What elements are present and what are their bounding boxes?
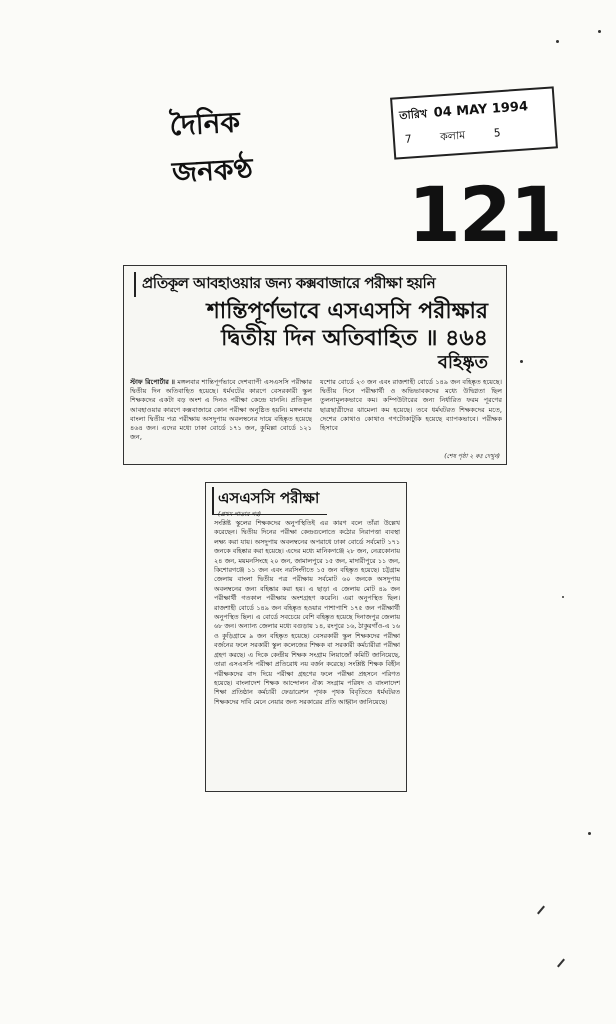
scan-speck: [556, 40, 559, 43]
continuation-subtitle: (প্রথম পাতার পর): [218, 511, 261, 518]
stamp-date-label: তারিখ: [398, 107, 428, 123]
continued-note: (শেষ পৃষ্ঠা ২ কঃ দেখুন): [444, 453, 500, 460]
stamp-column-value: 5: [493, 126, 501, 140]
scan-mark: [537, 906, 545, 915]
stamp-page-value: 7: [404, 132, 413, 146]
article-body: [130, 378, 502, 460]
continuation-kicker: এসএসসি পরীক্ষা: [212, 487, 327, 515]
article-column-1: [130, 378, 312, 460]
scan-speck: [520, 360, 523, 363]
masthead-name: দৈনিক জনকণ্ঠ: [168, 105, 254, 190]
article-column-2-text: যশোর বোর্ডে ২৩ জন এবং রাজশাহী বোর্ডে ১৪৯ জন বহিষ্কৃত হয়েছে। দ্বিতীয় দিনে পরীক্ষার্থী ও অভিভাবকদের মধ্যে উদ্বিগ্নতা ছিল তুলনামূলকভাবে কম। কম্পিউটারের জন্য নির্ধারিত ফরম পূরণের ছাত্রছাত্রীদের ঝামেলা কম হয়েছে। তবে ধর্মঘটরত শিক্ষকদের মতে, দেশের কোথাও কোথাও গণটোকাটুকি হয়েছে ব্যাপকভাবে। পরীক্ষক হিসাবে: [320, 378, 502, 433]
newspaper-masthead: [168, 96, 332, 190]
continuation-body: সংশ্লিষ্ট স্কুলের শিক্ষকদের অনুপস্থিতিই এর কারণ বলে তাঁরা উল্লেখ করেছেন। দ্বিতীয় দিনের পরীক্ষা কেন্দ্রগুলোতে কঠোর নিরাপত্তা ব্যবস্থা লক্ষ্য করা যায়। অসদুপায় অবলম্বনের অপরাধে ঢাকা বোর্ডে সর্বমোট ১৭১ জনকে বহিষ্কার করা হয়েছে। এদের মধ্যে মানিকগঞ্জে ২৮ জন, নেত্রকোনায় ২৪ জন, ময়মনসিংহে ২০ জন, জামালপুরে ১৫ জন, মাদারীপুরে ১১ জন, কিশোরগঞ্জে ১১ জন এবং নরসিংদীতে ১৫ জন বহিষ্কৃত হয়েছে। চট্টগ্রাম জেলায় বাংলা দ্বিতীয় পত্র পরীক্ষায় সর্বমোট ৬০ জনকে অসদুপায় অবলম্বনের জন্য বহিষ্কার করা হয়। এ ছাড়া এ জেলায় মোট ৪৯ জন পরীক্ষার্থী গতকাল পরীক্ষায় অংশগ্রহণ করেনি। এরা অনুপস্থিত ছিল। রাজশাহী বোর্ডে ১৪৯ জন বহিষ্কৃত হওয়ার পাশাপাশি ১৭৫ জন পরীক্ষার্থী অনুপস্থিত ছিল। এ বোর্ডে সবচেয়ে বেশি বহিষ্কৃত হয়েছে দিনাজপুর জেলায় ৬৮ জন। অন্যান্য জেলার মধ্যে বগুড়ায় ১৪, রংপুরে ১৬, ঠাকুরগাঁও-এ ১৬ ও কুড়িগ্রামে ৯ জন বহিষ্কৃত হয়েছে। বেসরকারী স্কুল শিক্ষকদের পরীক্ষা বর্জনের ফলে সরকারী স্কুল কলেজের শিক্ষক বা সরকারী কর্মচারীরা পরীক্ষা গ্রহণ করছে। এ দিকে কেন্দ্রীয় শিক্ষক সংগ্রাম লিয়াজোঁ কমিটি জানিয়েছে, তারা এসএসসি পরীক্ষা প্রতিরোধ নয় বর্জন করেছে। সংশ্লিষ্ট শিক্ষক বিহীন পরীক্ষকদের বাদ দিয়ে পরীক্ষা গ্রহণের ফলে পরীক্ষা প্রহসনে পরিণত হয়েছে। বাংলাদেশ শিক্ষক আন্দোলন ঐক্য সংগ্রাম পরিষদ ও বাংলাদেশ শিক্ষা প্রতিষ্ঠান কর্মচারী ফেডারেশন পৃথক পৃথক বিবৃতিতে ধর্মঘটরত শিক্ষকদের দাবি মেনে নেয়ার জন্য সরকারের প্রতি আহ্বান জানিয়েছে।: [214, 519, 400, 706]
headline-line-3: বহিষ্কৃত: [437, 352, 488, 373]
article-column-1-text: মঙ্গলবার শান্তিপূর্ণভাবে দেশব্যাপী এসএসসি পরীক্ষার দ্বিতীয় দিন অতিবাহিত হয়েছে। ধর্মঘটের কারণে বেসরকারী স্কুল শিক্ষকদের একটা বড় অংশ এ দিনও পরীক্ষা কেন্দ্রে যাননি। প্রতিকূল আবহাওয়ার কারণে কক্সবাজারে কোন পরীক্ষা অনুষ্ঠিত হয়নি। মঙ্গলবার বাংলা দ্বিতীয় পত্র পরীক্ষায় অসদুপায় অবলম্বনের দায়ে বহিষ্কৃত হয়েছে ৪৬৪ জন। এদের মধ্যে ঢাকা বোর্ডে ১৭১ জন, কুমিল্লা বোর্ডে ১২১ জন,: [130, 378, 312, 442]
scan-mark: [557, 959, 565, 968]
article-headline: [138, 298, 488, 374]
date-stamp: [390, 86, 558, 159]
article-continuation: [205, 482, 407, 792]
article-main: [123, 265, 507, 465]
headline-line-2: দ্বিতীয় দিন অতিবাহিত ॥ ৪৬৪: [221, 325, 488, 351]
scan-speck: [562, 596, 564, 598]
stamp-date: 04 MAY 1994: [433, 99, 529, 121]
headline-line-1: শান্তিপূর্ণভাবে এসএসসি পরীক্ষার: [206, 298, 488, 324]
stamp-column-label: কলাম: [439, 128, 466, 144]
article-column-2: [320, 378, 502, 460]
scan-speck: [598, 30, 601, 33]
scan-speck: [588, 832, 591, 835]
clip-number: 121: [408, 170, 561, 259]
article-byline: স্টাফ রিপোর্টার ॥: [130, 378, 176, 386]
stamp-page-row: [404, 123, 523, 150]
stamp-date-row: [399, 98, 529, 126]
article-kicker: প্রতিকূল আবহাওয়ার জন্য কক্সবাজারে পরীক্ষা হয়নি: [134, 272, 498, 297]
